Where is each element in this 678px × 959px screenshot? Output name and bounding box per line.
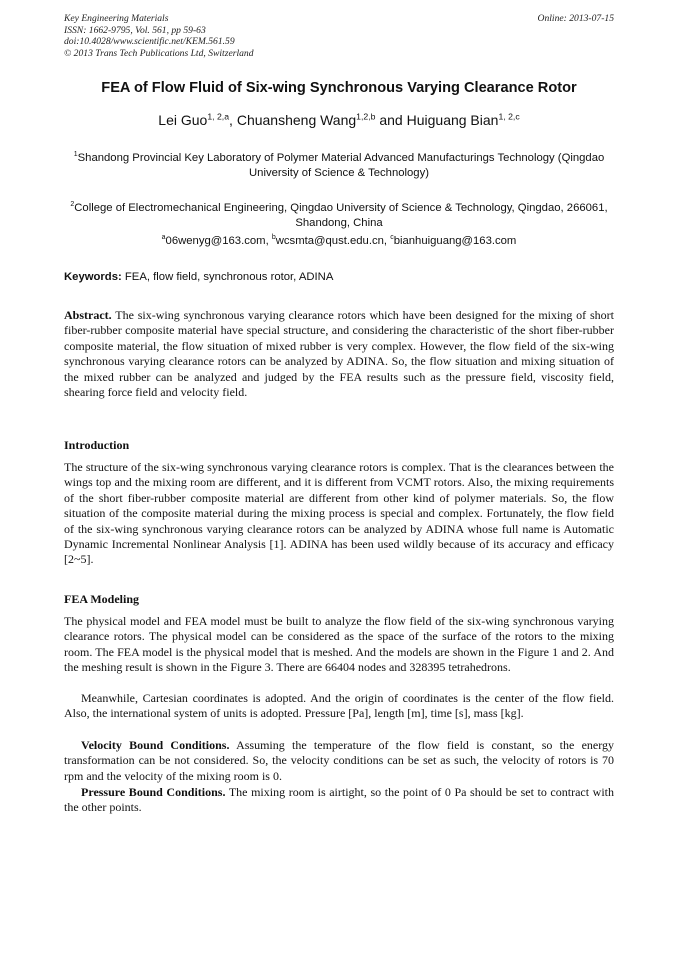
page-header: [64, 13, 614, 59]
email-mark: b: [271, 234, 276, 242]
online-date: Online: 2013-07-15: [537, 13, 614, 24]
fea-modeling-paragraph-2: Meanwhile, Cartesian coordinates is adopted. And the origin of coordinates is the center of the flow field. Also, the international system of units is adopted. Pressure [Pa], length [m], time [s], mass [kg].: [64, 691, 614, 721]
paper-title: FEA of Flow Fluid of Six-wing Synchronous Varying Clearance Rotor: [101, 80, 577, 96]
author-affiliation-mark: 1,2,b: [356, 111, 376, 122]
velocity-bound-label: Velocity Bound Conditions.: [81, 738, 230, 752]
author-name: Huiguang Bian: [406, 112, 499, 128]
affiliation-mark: 1: [73, 151, 78, 159]
keywords-text: FEA, flow field, synchronous rotor, ADINA: [121, 271, 334, 283]
affiliation-text: Shandong Provincial Key Laboratory of Polymer Material Advanced Manufacturings Technology (Qingdao University of Science & Technology): [77, 152, 605, 179]
author-list: [40, 112, 638, 128]
keywords: [64, 271, 614, 283]
introduction-paragraph: The structure of the six-wing synchronous varying clearance rotors is complex. That is the clearances between the wings top and the mixing room are different, and it is different from VCMT rotors. Also, the mixing requirements of the short fiber-rubber composite material are different from other kind of polymer materials. So, the flow situation of the composite material during the mixing process is special and complex. Fortunately, the flow field of the six-wing synchronous varying clearance rotors can be analyzed by ADINA whose full name is Automatic Dynamic Incremental Nonlinear Analysis [1]. ADINA has been used wildly because of its accuracy and efficacy [2~5].: [64, 460, 614, 567]
affiliation-mark: 2: [70, 201, 75, 209]
section-heading-introduction: Introduction: [64, 438, 130, 452]
author-affiliation-mark: 1, 2,a: [207, 111, 230, 122]
journal-name: Key Engineering Materials: [64, 13, 169, 24]
author-affiliation-mark: 1, 2,c: [498, 111, 520, 122]
abstract-text: The six-wing synchronous varying clearance rotors which have been designed for the mixing of short fiber-rubber composite material have special structure, and considering the characteristic of the short fiber-rubber composite material, the flow situation of mixed rubber is very complex. However, the flow field of the six-wing synchronous varying clearance rotors can be analyzed by ADINA. So, the flow situation and mixing situation of the mixed rubber can be analyzed and judged by the FEA results such as the pressure field, viscosity field, shearing force field and velocity field.: [64, 308, 614, 400]
doi-line: doi:10.4028/www.scientific.net/KEM.561.59: [64, 36, 235, 47]
velocity-bound-text: Assuming the temperature of the flow field is constant, so the energy transformation can be not considered. So, the velocity conditions can be set as such, the velocity of rotors is 70 rpm and the velocity of the mixing room is 0.: [64, 738, 614, 783]
author-separator: and: [375, 112, 407, 128]
fea-modeling-paragraph-1: The physical model and FEA model must be built to analyze the flow field of the six-wing synchronous varying clearance rotors. The physical model can be considered as the space of the surface of the rotors to the mixing room. The FEA model is the physical model that is meshed. And the models are shown in the Figure 1 and 2. And the meshing result is shown in the Figure 3. There are 66404 nodes and 328395 tetrahedrons.: [64, 614, 614, 675]
email-mark: a: [161, 234, 166, 242]
email-separator: ,: [383, 235, 391, 247]
author-name: Lei Guo: [158, 112, 208, 128]
abstract: [64, 308, 614, 400]
pressure-bound-label: Pressure Bound Conditions.: [81, 785, 226, 799]
author-name: Chuansheng Wang: [236, 112, 357, 128]
pressure-bound-conditions: [64, 785, 614, 816]
abstract-label: Abstract.: [64, 308, 112, 322]
keywords-label: Keywords:: [64, 271, 122, 283]
email-mark: c: [390, 234, 394, 242]
section-heading-fea-modeling: FEA Modeling: [64, 592, 140, 606]
email-separator: ,: [265, 235, 272, 247]
email-address: wcsmta@qust.edu.cn: [275, 235, 384, 247]
pressure-bound-text: The mixing room is airtight, so the point of 0 Pa should be set to contract with the other points.: [64, 785, 615, 815]
affiliation-text: College of Electromechanical Engineering, Qingdao University of Science & Technology, Qingdao, 266061, Shandong, China: [74, 202, 608, 229]
issn-line: ISSN: 1662-9795, Vol. 561, pp 59-63: [64, 24, 206, 36]
copyright-line: © 2013 Trans Tech Publications Ltd, Switzerland: [64, 47, 254, 59]
velocity-bound-conditions: [64, 738, 614, 784]
affiliation-1: [64, 151, 614, 181]
email-address: bianhuiguang@163.com: [393, 235, 517, 247]
email-address: 06wenyg@163.com: [165, 235, 266, 247]
email-list: [64, 235, 614, 247]
affiliation-2: [64, 201, 614, 231]
author-separator: ,: [229, 112, 237, 128]
